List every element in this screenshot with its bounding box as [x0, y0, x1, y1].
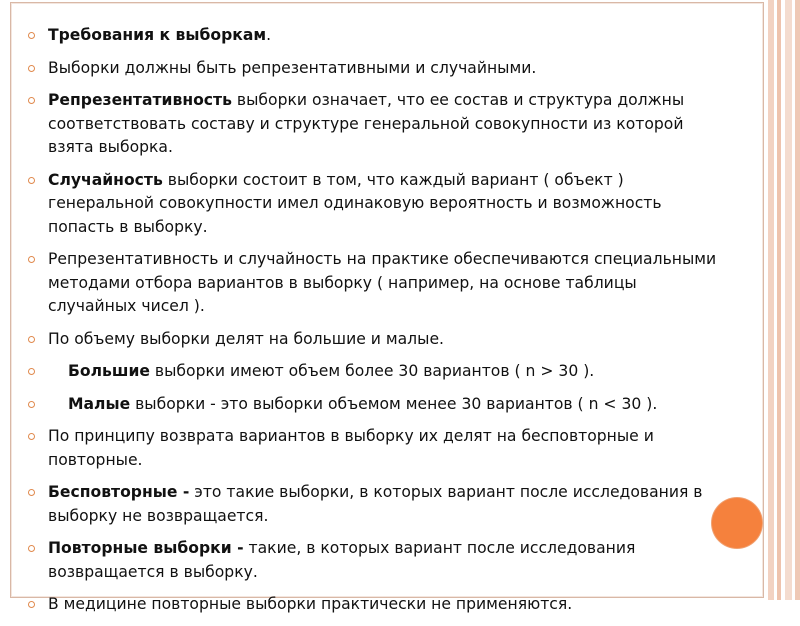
item-bold: Репрезентативность	[48, 91, 232, 109]
list-item	[28, 169, 728, 240]
item-bold: Большие	[68, 362, 150, 380]
item-text: выборки - это выборки объемом менее 30 вариантов ( n < 30 ).	[130, 394, 658, 413]
list-item	[28, 89, 728, 160]
item-text: такие, в которых вариант после исследования возвращается в выборку.	[48, 539, 636, 581]
list-item	[28, 57, 728, 81]
bullet-icon	[28, 256, 35, 263]
item-text: По принципу возврата вариантов в выборку их делят на бесповторные и повторные.	[48, 427, 654, 469]
item-text: выборки означает, что ее состав и структура должны соответствовать составу и структуре генеральной совокупности из которой взята выборка.	[48, 91, 685, 156]
item-text: В медицине повторные выборки практически не применяются.	[48, 595, 573, 613]
item-bold: Повторные выборки -	[48, 539, 244, 557]
item-text: выборки имеют объем более 30 вариантов ( n > 30 ).	[149, 362, 595, 380]
bullet-icon	[28, 177, 35, 184]
bullet-icon	[28, 65, 35, 72]
item-bold: Требования к выборкам	[48, 26, 267, 44]
slide-content	[28, 24, 728, 626]
item-text: это такие выборки, в которых вариант после исследования в выборку не возвращается.	[48, 483, 703, 525]
item-text: По объему выборки делят на большие и малые.	[48, 329, 444, 348]
bullet-icon	[28, 489, 35, 496]
item-text: Выборки должны быть репрезентативными и случайными.	[48, 58, 537, 77]
list-item	[28, 393, 728, 417]
item-bold: Случайность	[48, 170, 163, 189]
item-bold: Бесповторные -	[48, 483, 190, 501]
list-item	[28, 328, 728, 352]
list-item	[28, 360, 728, 384]
decorative-circle	[712, 498, 762, 548]
item-text: Репрезентативность и случайность на практике обеспечиваются специальными методами отбора вариантов в выборку ( например, на основе таблицы случайных чисел ).	[48, 250, 717, 315]
bullet-icon	[28, 336, 35, 343]
list-item	[28, 537, 728, 584]
list-item	[28, 248, 728, 319]
list-item	[28, 24, 728, 48]
bullet-icon	[28, 433, 35, 440]
bullet-icon	[28, 601, 35, 608]
list-item	[28, 425, 728, 472]
item-text: выборки состоит в том, что каждый вариант ( объект ) генеральной совокупности имел одинаковую вероятность и возможность попасть в выборку.	[48, 170, 662, 236]
bullet-icon	[28, 368, 35, 375]
bullet-icon	[28, 401, 35, 408]
bullet-icon	[28, 545, 35, 552]
bullet-icon	[28, 32, 35, 39]
decorative-stripes	[768, 0, 800, 600]
item-text: .	[266, 26, 272, 44]
list-item	[28, 481, 728, 528]
item-bold: Малые	[68, 394, 131, 413]
list-item	[28, 593, 728, 617]
bullet-icon	[28, 97, 35, 104]
